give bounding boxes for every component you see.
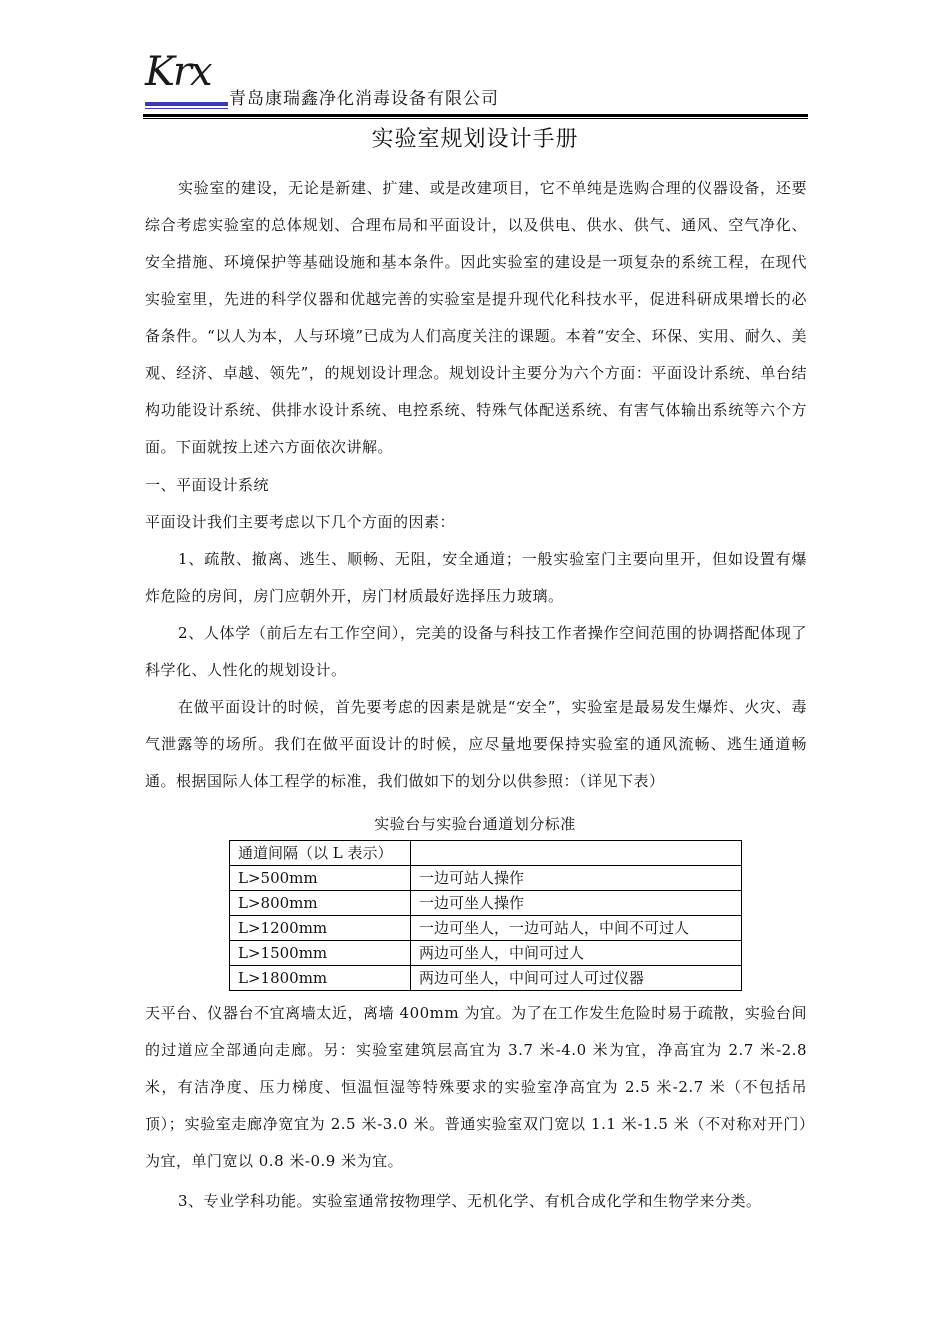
table-cell: 一边可坐人操作 <box>411 891 742 916</box>
table-row <box>230 916 742 941</box>
logo-underline <box>145 102 228 106</box>
table-header-cell: 通道间隔（以 L 表示） <box>230 841 411 866</box>
section-lead: 平面设计我们主要考虑以下几个方面的因素： <box>145 513 456 531</box>
item-1: 1、疏散、撤离、逃生、顺畅、无阻，安全通道；一般实验室门主要向里开，但如设置有爆炸危险的房间，房门应朝外开，房门材质最好选择压力玻璃。 <box>145 550 807 605</box>
item-3: 3、专业学科功能。实验室通常按物理学、无机化学、有机合成化学和生物学来分类。 <box>178 1192 762 1210</box>
table-caption: 实验台与实验台通道划分标准 <box>374 815 576 833</box>
table-cell: L>1800mm <box>230 966 411 991</box>
table-row <box>230 941 742 966</box>
table-cell: L>800mm <box>230 891 411 916</box>
aisle-standard-table <box>229 840 742 991</box>
after-table-paragraph: 天平台、仪器台不宜离墙太近，离墙 400mm 为宜。为了在工作发生危险时易于疏散，实验台间的过道应全部通向走廊。另：实验室建筑层高宜为 3.7 米-4.0 米为宜，净高宜为 2.7 米-2.8 米，有洁净度、压力梯度、恒温恒湿等特殊要求的实验室净高宜为 2.5 米-2.7 米（不包括吊顶）；实验室走廊净宽宜为 2.5 米-3.0 米。普通实验室双门宽以 1.1 米-1.5 米（不对称对开门）为宜，单门宽以 0.8 米-0.9 米为宜。 <box>145 1004 807 1170</box>
table-row <box>230 891 742 916</box>
header-rule-thin <box>143 118 808 119</box>
table-header-row <box>230 841 742 866</box>
table-cell: 两边可坐人，中间可过人 <box>411 941 742 966</box>
table-cell: L>500mm <box>230 866 411 891</box>
table-cell: 一边可坐人，一边可站人，中间不可过人 <box>411 916 742 941</box>
table-row <box>230 966 742 991</box>
table-cell: L>1500mm <box>230 941 411 966</box>
table-header-cell <box>411 841 742 866</box>
table-row <box>230 866 742 891</box>
company-name: 青岛康瑞鑫净化消毒设备有限公司 <box>229 89 499 109</box>
table-cell: 一边可站人操作 <box>411 866 742 891</box>
company-logo: Krx <box>145 49 211 95</box>
safety-paragraph: 在做平面设计的时候，首先要考虑的因素是就是“安全”，实验室是最易发生爆炸、火灾、毒气泄露等的场所。我们在做平面设计的时候，应尽量地要保持实验室的通风流畅、逃生通道畅通。根据国际人体工程学的标准，我们做如下的划分以供参照：（详见下表） <box>145 698 807 790</box>
item-2: 2、人体学（前后左右工作空间），完美的设备与科技工作者操作空间范围的协调搭配体现了科学化、人性化的规划设计。 <box>145 624 807 679</box>
table-cell: L>1200mm <box>230 916 411 941</box>
header-rule <box>143 114 808 117</box>
table-cell: 两边可坐人，中间可过人可过仪器 <box>411 966 742 991</box>
intro-paragraph: 实验室的建设，无论是新建、扩建、或是改建项目，它不单纯是选购合理的仪器设备，还要综合考虑实验室的总体规划、合理布局和平面设计，以及供电、供水、供气、通风、空气净化、安全措施、环境保护等基础设施和基本条件。因此实验室的建设是一项复杂的系统工程，在现代实验室里，先进的科学仪器和优越完善的实验室是提升现代化科技水平，促进科研成果增长的必备条件。“以人为本，人与环境”已成为人们高度关注的课题。本着“安全、环保、实用、耐久、美观、经济、卓越、领先”，的规划设计理念。规划设计主要分为六个方面：平面设计系统、单台结构功能设计系统、供排水设计系统、电控系统、特殊气体配送系统、有害气体输出系统等六个方面。下面就按上述六方面依次讲解。 <box>145 179 807 456</box>
document-title: 实验室规划设计手册 <box>371 127 579 152</box>
logo-underline-thin <box>145 108 228 109</box>
section-heading: 一、平面设计系统 <box>145 476 270 494</box>
